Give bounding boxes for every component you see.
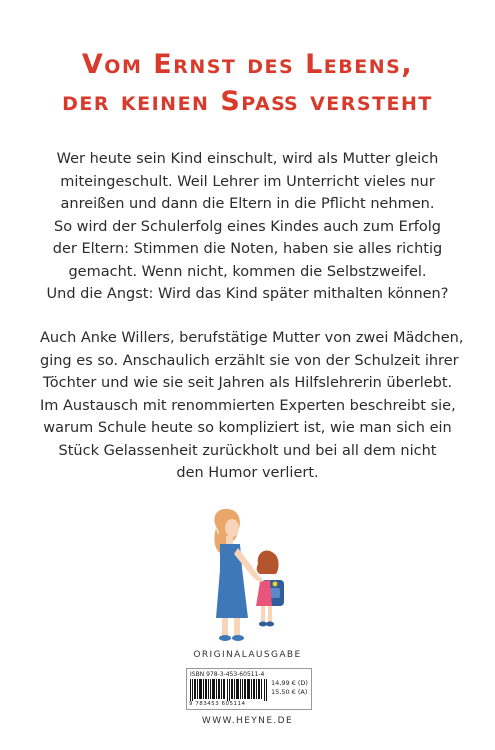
text-line: ging es so. Anschaulich erzählt sie von der Schulzeit ihrer: [40, 352, 459, 369]
text-line: gemacht. Wenn nicht, kommen die Selbstzweifel.: [68, 263, 427, 280]
headline-line-1: Vom Ernst des Lebens,: [81, 49, 414, 80]
barcode-panel: [186, 668, 312, 710]
isbn-number: ISBN 978-3-453-60511-4: [190, 671, 265, 678]
headline-line-2: der keinen Spaß versteht: [62, 86, 433, 117]
text-line: den Humor verliert.: [176, 465, 319, 481]
text-line: der Eltern: Stimmen die Noten, haben sie alles richtig: [52, 241, 443, 257]
text-line: Und die Angst: Wird das Kind später mithalten können?: [46, 286, 449, 302]
text-line: So wird der Schulerfolg eines Kindes auch zum Erfolg: [53, 218, 442, 235]
headline: [0, 46, 495, 120]
mother-and-child-illustration: [160, 508, 330, 643]
text-line: Stück Gelassenheit zurückholt und bei all dem nicht: [58, 442, 437, 459]
text-line: Auch Anke Willers, berufstätige Mutter von zwei Mädchen,: [40, 330, 464, 346]
text-line: warum Schule heute so kompliziert ist, wie man sich ein: [43, 420, 452, 436]
text-line: anreißen und dann die Eltern in die Pflicht nehmen.: [60, 196, 435, 212]
barcode-digits: 9 783453 605114: [189, 701, 246, 707]
text-line: Wer heute sein Kind einschult, wird als Mutter gleich: [56, 151, 439, 167]
child-figure: [256, 551, 284, 627]
text-line: Töchter und wie sie seit Jahren als Hilfslehrerin überlebt.: [42, 375, 453, 391]
text-line: miteingeschult. Weil Lehrer im Unterricht vieles nur: [60, 173, 435, 190]
mother-figure: [214, 509, 260, 641]
barcode-bars: [190, 679, 268, 701]
edition-label: ORIGINALAUSGABE: [193, 650, 302, 660]
price-germany: 14,99 € (D): [271, 679, 308, 687]
price-austria: 15,50 € (A): [271, 688, 308, 696]
blurb-paragraph-1: [40, 148, 455, 306]
text-line: Im Austausch mit renommierten Experten beschreibt sie,: [40, 397, 456, 414]
publisher-website: WWW.HEYNE.DE: [201, 716, 294, 726]
blurb-paragraph-2: [40, 327, 464, 485]
